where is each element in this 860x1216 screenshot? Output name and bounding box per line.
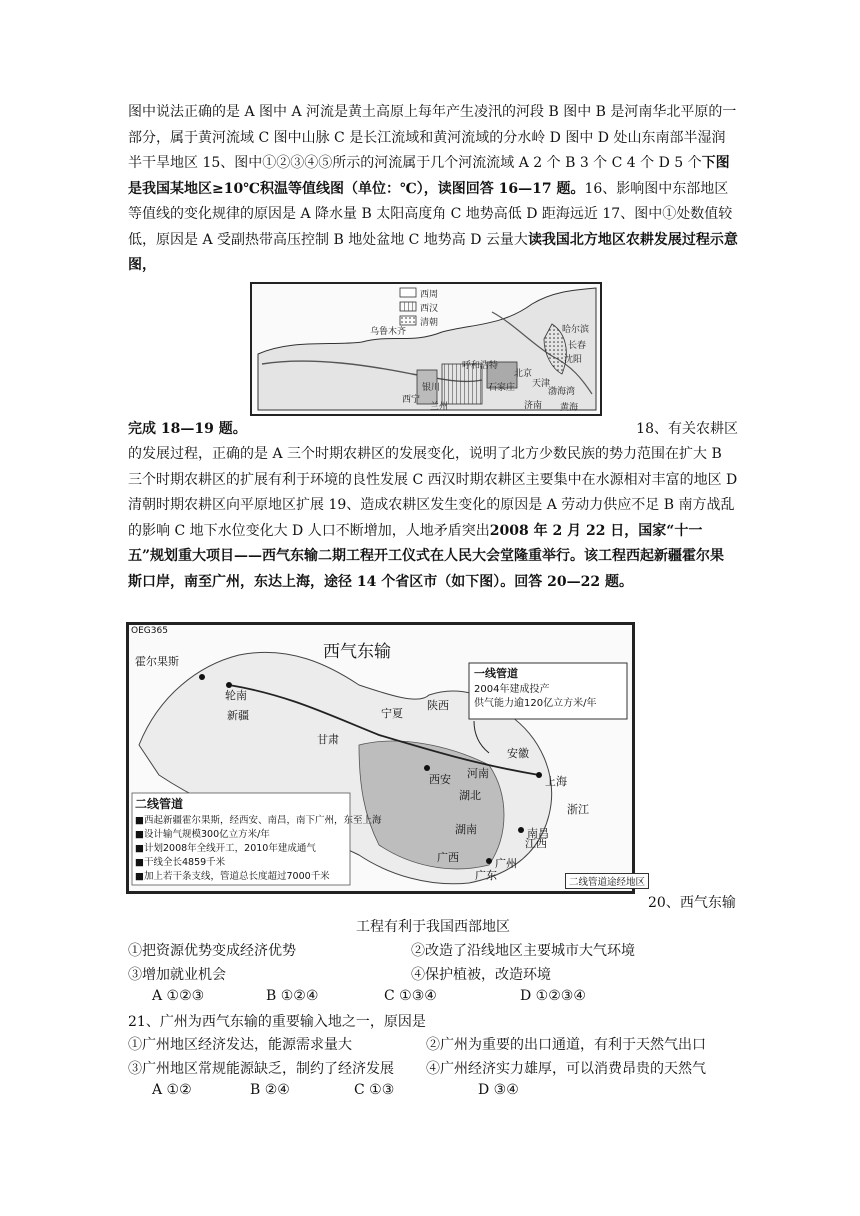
line2-item: ■计划2008年全线开工，2010年建成通气 xyxy=(135,843,316,854)
label-huhehaote: 呼和浩特 xyxy=(462,361,499,371)
label-xining: 西宁 xyxy=(402,395,421,405)
q20-choice-b: B ①②④ xyxy=(266,988,319,1004)
q21-options-row-1 xyxy=(128,1034,738,1054)
place-jiangxi: 江西 xyxy=(525,837,547,850)
label-shenyang: 沈阳 xyxy=(564,355,583,365)
place-ningxia: 宁夏 xyxy=(381,707,403,720)
farming-map-figure xyxy=(250,282,602,416)
place-zhejiang: 浙江 xyxy=(567,803,589,816)
q21-stem: 21、广州为西气东输的重要输入地之一，原因是 xyxy=(128,1014,426,1030)
q21-choice-a: A ①② xyxy=(152,1082,192,1098)
label-lanzhou: 兰州 xyxy=(430,402,449,412)
place-henan: 河南 xyxy=(467,767,489,780)
label-harbin: 哈尔滨 xyxy=(562,325,590,335)
label-tianjin: 天津 xyxy=(532,379,551,389)
label-urumqi: 乌鲁木齐 xyxy=(370,327,407,337)
pipeline-map-figure xyxy=(126,622,646,894)
line2-item: ■设计输气规模300亿立方米/年 xyxy=(135,829,270,840)
place-xian: 西安 xyxy=(429,773,451,786)
place-xinjiang: 新疆 xyxy=(227,709,249,722)
label-yinchuan: 银川 xyxy=(422,383,441,393)
q21-options-row-2 xyxy=(128,1058,738,1078)
q21-choice-c: C ①③ xyxy=(354,1082,395,1098)
legend-xizhou: 西周 xyxy=(420,290,439,300)
q20-option: ②改造了沿线地区主要城市大气环境 xyxy=(411,943,635,959)
line2-item: ■西起新疆霍尔果斯，经西安、南昌，南下广州，东至上海 xyxy=(135,815,382,826)
q20-options-row-1 xyxy=(128,940,738,960)
place-shanghai: 上海 xyxy=(545,775,567,788)
place-shaanxi: 陕西 xyxy=(427,699,449,712)
line2-item: ■加上若干条支线，管道总长度超过7000千米 xyxy=(135,871,330,882)
q21-option: ④广州经济实力雄厚，可以消费昂贵的天然气 xyxy=(426,1061,706,1077)
q20-stem: 工程有利于我国西部地区 xyxy=(356,919,510,935)
fig-code: OEG365 xyxy=(131,626,168,636)
question-text-18-22: 的发展过程，正确的是 A 三个时期农耕区的发展变化，说明了北方少数民族的势力范围在扩大 B 三个时期农耕区的扩展有利于环境的良性发展 C 西汉时期农耕区主要集中在水源相对丰富的地区 D 清朝时期农耕区向平原地区扩展 19、造成农耕区发生变化的原因是 A 劳动力供应不足 B 南方战乱的影响 C 地下水位变化大 D 人口不断增加，人地矛盾突出2008 年 2 月 22 日，国家“十一五”规划重大项目——西气东输二期工程开工仪式在人民大会堂隆重举行。该工程西起新疆霍尔果斯口岸，南至广州，东达上海，途径 14 个省区市（如下图）。回答 20—22 题。 xyxy=(128,446,738,590)
label-jinan: 济南 xyxy=(524,401,543,411)
q21-option: ③广州地区常规能源缺乏，制约了经济发展 xyxy=(128,1061,394,1077)
label-changchun: 长春 xyxy=(568,341,587,351)
fig-title: 西气东输 xyxy=(323,642,391,662)
legend-line2-region: 二线管道途经地区 xyxy=(565,873,649,889)
question-text-14-17: 图中说法正确的是 A 图中 A 河流是黄土高原上每年产生凌汛的河段 B 图中 B 是河南华北平原的一部分，属于黄河流域 C 图中山脉 C 是长江流域和黄河流域的分水岭 D 图中 D 处山东南部半湿润半干旱地区 15、图中①②③④⑤所示的河流属于几个河流流域 A 2 个 B 3 个 C 4 个 D 5 个下图是我国某地区≥10℃积温等值线图（单位：℃），读图回答 16—17 题。16、影响图中东部地区等值线的变化规律的原因是 A 降水量 B 太阳高度角 C 地势高低 D 距海远近 17、图中①处数值较低，原因是 A 受副热带高压控制 B 地处盆地 C 地势高 D 云量大读我国北方地区农耕发展过程示意图， xyxy=(128,104,738,273)
q20-choice-d: D ①②③④ xyxy=(520,988,586,1004)
line1-built: 2004年建成投产 xyxy=(474,684,550,695)
place-anhui: 安徽 xyxy=(507,747,529,760)
place-guangzhou: 广州 xyxy=(495,857,517,870)
place-hunan: 湖南 xyxy=(455,823,477,836)
q20-option: ④保护植被，改造环境 xyxy=(411,967,551,983)
q20-option: ①把资源优势变成经济优势 xyxy=(128,943,296,959)
place-lunnan: 轮南 xyxy=(225,689,247,702)
label-beijing: 北京 xyxy=(514,369,533,379)
q21-choice-d: D ③④ xyxy=(478,1082,519,1098)
q20-choice-a: A ①②③ xyxy=(152,988,205,1004)
label-bohaiwan: 渤海湾 xyxy=(548,387,576,397)
q21-option: ②广州为重要的出口通道，有利于天然气出口 xyxy=(426,1037,706,1053)
line2-item: ■干线全长4859千米 xyxy=(135,857,226,868)
q20-num: 20、西气东输 xyxy=(648,895,736,911)
q20-choices xyxy=(152,988,762,1004)
line1-capacity: 供气能力逾120亿立方米/年 xyxy=(474,698,597,709)
legend-qingchao: 清朝 xyxy=(420,318,439,328)
line2-title: 二线管道 xyxy=(135,797,184,811)
place-hubei: 湖北 xyxy=(459,789,481,802)
label-huanghai: 黄海 xyxy=(560,403,579,413)
q21-choice-b: B ②④ xyxy=(250,1082,290,1098)
q18-head-line: 完成 18—19 题。 18、有关农耕区 xyxy=(128,421,738,437)
q20-option: ③增加就业机会 xyxy=(128,967,226,983)
label-shijiazhuang: 石家庄 xyxy=(488,383,516,393)
legend-xihan: 西汉 xyxy=(420,304,439,314)
q20-choice-c: C ①③④ xyxy=(384,988,437,1004)
place-gansu: 甘肃 xyxy=(317,733,339,746)
q21-option: ①广州地区经济发达，能源需求量大 xyxy=(128,1037,352,1053)
q20-options-row-2 xyxy=(128,964,738,984)
line1-title: 一线管道 xyxy=(474,667,518,680)
place-huoerguosi: 霍尔果斯 xyxy=(135,655,179,668)
place-guangdong: 广东 xyxy=(475,869,497,882)
place-guangxi: 广西 xyxy=(437,851,459,864)
q21-choices xyxy=(152,1082,762,1098)
place-nanchang: 南昌 xyxy=(527,827,549,840)
